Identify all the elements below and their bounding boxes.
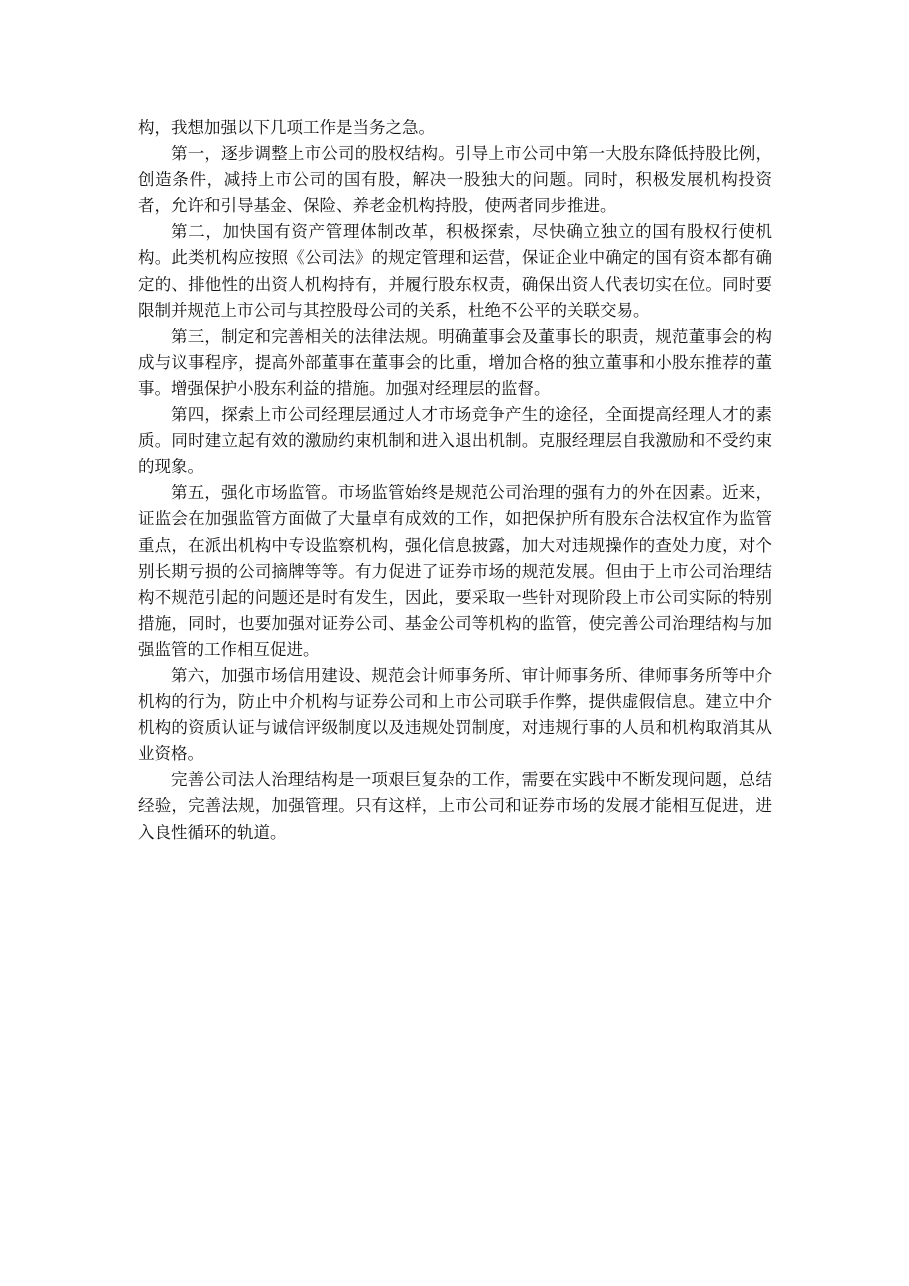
paragraph-fourth: 第四，探索上市公司经理层通过人才市场竞争产生的途径，全面提高经理人才的素质。同时建立起有效的激励约束机制和进入退出机制。克服经理层自我激励和不受约束的现象。: [138, 405, 772, 477]
paragraph-first: 第一，逐步调整上市公司的股权结构。引导上市公司中第一大股东降低持股比例，创造条件，减持上市公司的国有股，解决一股独大的问题。同时，积极发展机构投资者，允许和引导基金、保险、养老金机构持股，使两者同步推进。: [138, 144, 772, 216]
paragraph-conclusion: 完善公司法人治理结构是一项艰巨复杂的工作，需要在实践中不断发现问题，总结经验，完善法规，加强管理。只有这样，上市公司和证券市场的发展才能相互促进，进入良性循环的轨道。: [138, 770, 772, 842]
paragraph-fifth: 第五，强化市场监管。市场监管始终是规范公司治理的强有力的外在因素。近来，证监会在加强监管方面做了大量卓有成效的工作，如把保护所有股东合法权宜作为监管重点，在派出机构中专设监察机构，强化信息披露，加大对违规操作的查处力度，对个别长期亏损的公司摘牌等等。有力促进了证券市场的规范发展。但由于上市公司治理结构不规范引起的问题还是时有发生，因此，要采取一些针对现阶段上市公司实际的特别措施，同时，也要加强对证券公司、基金公司等机构的监管，使完善公司治理结构与加强监管的工作相互促进。: [138, 483, 772, 659]
paragraph-continuation: 构，我想加强以下几项工作是当务之急。: [138, 118, 435, 137]
paragraph-sixth: 第六，加强市场信用建设、规范会计师事务所、审计师事务所、律师事务所等中介机构的行为，防止中介机构与证券公司和上市公司联手作弊，提供虚假信息。建立中介机构的资质认证与诚信评级制度以及违规处罚制度，对违规行事的人员和机构取消其从业资格。: [138, 665, 772, 764]
paragraph-third: 第三，制定和完善相关的法律法规。明确董事会及董事长的职责，规范董事会的构成与议事程序，提高外部董事在董事会的比重，增加合格的独立董事和小股东推荐的董事。增强保护小股东利益的措施。加强对经理层的监督。: [138, 326, 772, 398]
document-body: [138, 115, 772, 846]
paragraph-second: 第二，加快国有资产管理体制改革，积极探索，尽快确立独立的国有股权行使机构。此类机构应按照《公司法》的规定管理和运营，保证企业中确定的国有资本都有确定的、排他性的出资人机构持有，并履行股东权责，确保出资人代表切实在位。同时要限制并规范上市公司与其控股母公司的关系，杜绝不公平的关联交易。: [138, 222, 772, 320]
